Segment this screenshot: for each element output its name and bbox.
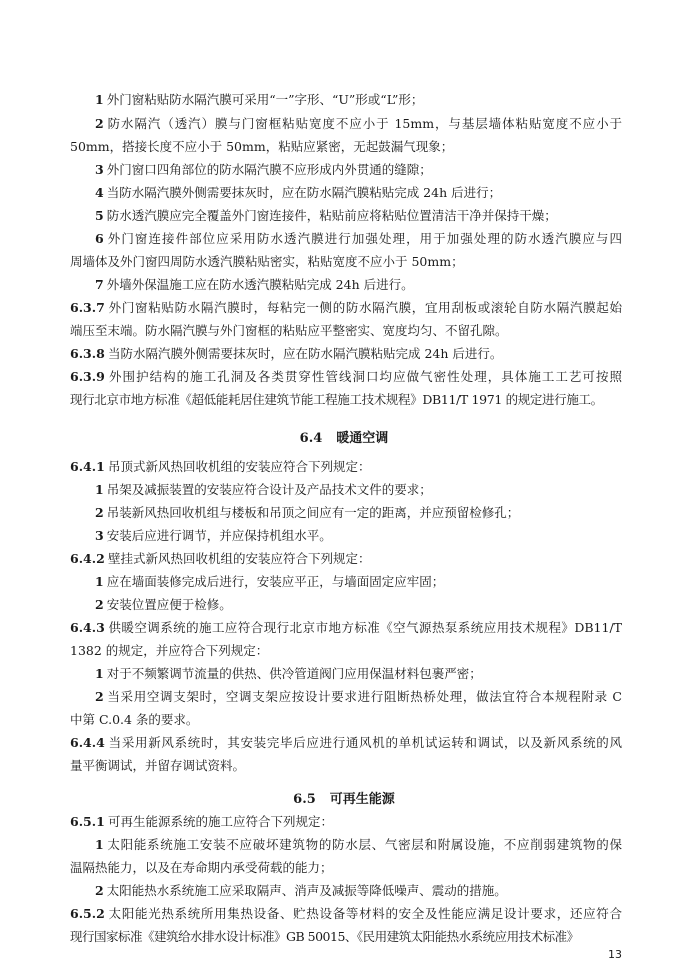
section-number: 6.4 [299, 431, 323, 446]
clause-text: 外围护结构的施工孔洞及各类贯穿性管线洞口均应做气密性处理，具体施工工艺可按照 [108, 369, 622, 384]
list-item [95, 687, 622, 706]
list-item [95, 526, 622, 545]
clause-continuation: 现行北京市地方标准《超低能耗居住建筑节能工程施工技术规程》DB11/T 1971 的规定进行施工。 [70, 392, 603, 407]
clause-continuation: 量平衡调试，并留存调试资料。 [70, 758, 246, 773]
item-text: 安装后应进行调节，并应保持机组水平。 [106, 528, 332, 543]
clause-number: 6.4.1 [70, 459, 105, 474]
clause-continuation: 端压至末端。防水隔汽膜与外门窗框的粘贴应平整密实、宽度均匀、不留孔隙。 [70, 323, 508, 338]
item-number: 2 [95, 116, 104, 131]
item-number: 3 [95, 162, 104, 177]
item-number: 7 [95, 277, 104, 292]
clause-6-5-2 [70, 904, 622, 923]
list-item [95, 206, 622, 225]
item-text: 当防水隔汽膜外侧需要抹灰时，应在防水隔汽膜粘贴完成 24h 后进行； [106, 185, 502, 200]
item-text: 吊装新风热回收机组与楼板和吊顶之间应有一定的距离，并应预留检修孔； [106, 505, 520, 520]
item-number: 5 [95, 208, 104, 223]
item-text: 外门窗口四角部位的防水隔汽膜不应形成内外贯通的缝隙； [106, 162, 432, 177]
clause-6-4-1 [70, 457, 622, 476]
list-item [95, 114, 622, 133]
item-number: 2 [95, 883, 104, 898]
list-item [95, 229, 622, 248]
list-item [95, 595, 622, 614]
clause-text: 壁挂式新风热回收机组的安装应符合下列规定： [108, 551, 371, 566]
item-text: 太阳能系统施工安装不应破坏建筑物的防水层、气密层和附属设施，不应削弱建筑物的保 [106, 837, 622, 852]
page-number: 13 [608, 948, 622, 961]
item-number: 3 [95, 528, 104, 543]
clause-text: 吊顶式新风热回收机组的安装应符合下列规定： [108, 459, 371, 474]
list-item [95, 160, 622, 179]
clause-6-3-7 [70, 298, 622, 317]
clause-number: 6.4.2 [70, 551, 105, 566]
clause-text: 供暖空调系统的施工应符合现行北京市地方标准《空气源热泵系统应用技术规程》DB11/T [108, 620, 622, 635]
item-text: 防水隔汽（透汽）膜与门窗框粘贴宽度不应小于 15mm，与基层墙体粘贴宽度不应小于 [106, 116, 622, 131]
list-item [95, 835, 622, 854]
section-number: 6.5 [293, 792, 316, 807]
item-number: 2 [95, 689, 104, 704]
item-text: 外门窗粘贴防水隔汽膜可采用“一”字形、“U”形或“L”形； [106, 92, 424, 107]
clause-number: 6.3.8 [70, 346, 105, 361]
item-number: 1 [95, 92, 104, 107]
list-item [95, 664, 622, 683]
clause-text: 外门窗粘贴防水隔汽膜时，每粘完一侧的防水隔汽膜，宜用刮板或滚轮自防水隔汽膜起始 [108, 300, 622, 315]
item-continuation: 周墙体及外门窗四周防水透汽膜粘贴密实，粘贴宽度不应小于 50mm； [70, 254, 464, 269]
item-number: 2 [95, 597, 104, 612]
clause-number: 6.4.4 [70, 735, 105, 750]
item-text: 对于不频繁调节流量的供热、供冷管道阀门应用保温材料包裹严密； [106, 666, 482, 681]
item-text: 吊架及减振装置的安装应符合设计及产品技术文件的要求； [106, 482, 432, 497]
item-number: 4 [95, 185, 104, 200]
section-title: 可再生能源 [329, 792, 395, 807]
clause-text: 当防水隔汽膜外侧需要抹灰时，应在防水隔汽膜粘贴完成 24h 后进行。 [108, 346, 503, 361]
section-title: 暖通空调 [336, 431, 389, 446]
section-heading-6-4 [0, 429, 688, 449]
clause-6-4-2 [70, 549, 622, 568]
clause-number: 6.5.1 [70, 814, 105, 829]
section-heading-6-5 [0, 790, 688, 810]
item-number: 1 [95, 482, 104, 497]
list-item [95, 572, 622, 591]
clause-6-5-1 [70, 812, 622, 831]
clause-continuation: 现行国家标准《建筑给水排水设计标准》GB 50015、《民用建筑太阳能热水系统应用技术标准》 [70, 929, 579, 944]
list-item [95, 275, 622, 294]
list-item [95, 480, 622, 499]
clause-text: 太阳能光热系统所用集热设备、贮热设备等材料的安全及性能应满足设计要求，还应符合 [108, 906, 622, 921]
clause-number: 6.3.9 [70, 369, 105, 384]
item-text: 外门窗连接件部位应采用防水透汽膜进行加强处理，用于加强处理的防水透汽膜应与四 [106, 231, 622, 246]
list-item [95, 503, 622, 522]
item-text: 应在墙面装修完成后进行，安装应平正，与墙面固定应牢固； [106, 574, 445, 589]
item-text: 太阳能热水系统施工应采取隔声、消声及减振等降低噪声、震动的措施。 [106, 883, 507, 898]
clause-text: 可再生能源系统的施工应符合下列规定： [108, 814, 334, 829]
item-text: 安装位置应便于检修。 [106, 597, 232, 612]
item-number: 1 [95, 837, 104, 852]
list-item [95, 183, 622, 202]
clause-continuation: 1382 的规定，并应符合下列规定： [70, 643, 269, 658]
clause-number: 6.5.2 [70, 906, 105, 921]
clause-number: 6.3.7 [70, 300, 105, 315]
list-item [95, 90, 622, 109]
clause-6-3-8 [70, 344, 622, 363]
item-number: 1 [95, 574, 104, 589]
item-text: 当采用空调支架时，空调支架应按设计要求进行阻断热桥处理，做法宜符合本规程附录 C [106, 689, 622, 704]
clause-6-3-9 [70, 367, 622, 386]
clause-6-4-4 [70, 733, 622, 752]
list-item [95, 881, 622, 900]
clause-number: 6.4.3 [70, 620, 105, 635]
item-number: 1 [95, 666, 104, 681]
item-text: 外墙外保温施工应在防水透汽膜粘贴完成 24h 后进行。 [106, 277, 414, 292]
clause-6-4-3 [70, 618, 622, 637]
item-continuation: 50mm，搭接长度不应小于 50mm，粘贴应紧密，无起鼓漏气现象； [70, 139, 454, 154]
item-continuation: 温隔热能力，以及在寿命期内承受荷载的能力； [70, 860, 333, 875]
item-text: 防水透汽膜应完全覆盖外门窗连接件，粘贴前应将粘贴位置清洁干净并保持干燥； [106, 208, 557, 223]
item-number: 6 [95, 231, 104, 246]
item-continuation: 中第 C.0.4 条的要求。 [70, 712, 199, 727]
item-number: 2 [95, 505, 104, 520]
clause-text: 当采用新风系统时，其安装完毕后应进行通风机的单机试运转和调试，以及新风系统的风 [108, 735, 622, 750]
